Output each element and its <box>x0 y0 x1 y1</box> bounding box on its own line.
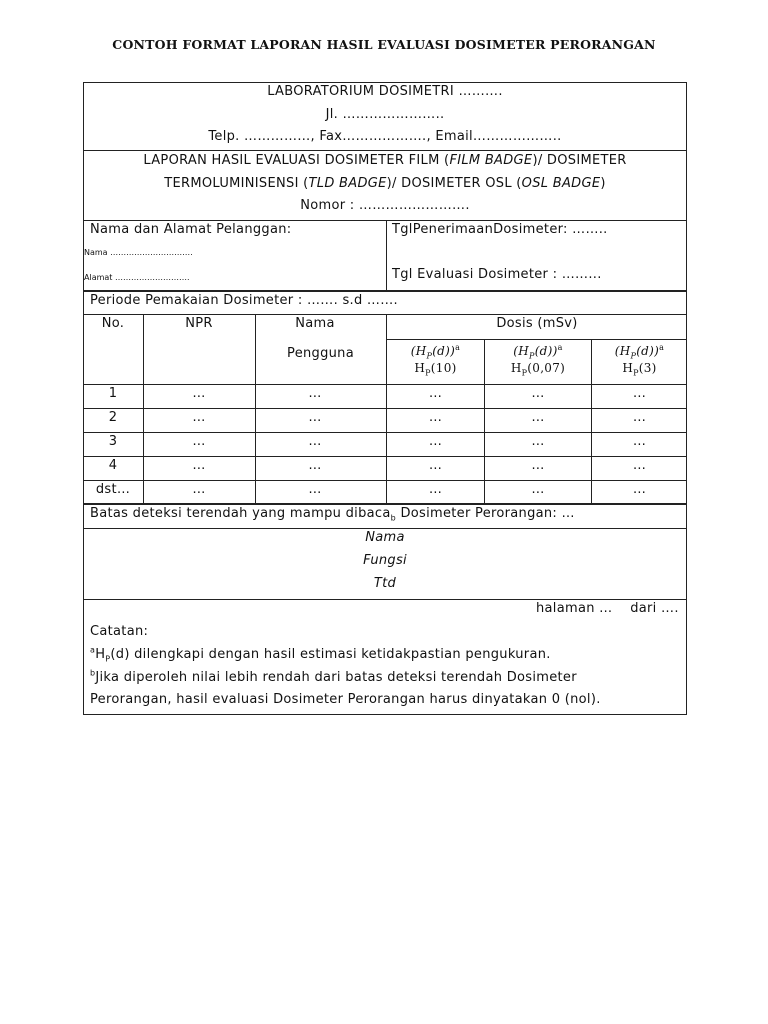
row-hp007: … <box>531 410 545 425</box>
notes-label: Catatan: <box>90 624 149 639</box>
row-no: 4 <box>108 458 118 473</box>
divider <box>386 220 387 290</box>
header-user: Pengguna <box>287 346 354 361</box>
divider <box>143 314 144 503</box>
header-hp3: $(H_P(d))^a$ $H_P(3)$ <box>614 343 665 378</box>
row-hp10: … <box>428 458 443 473</box>
row-hp10: … <box>428 386 443 401</box>
evaluation-date: Tgl Evaluasi Dosimeter : ……... <box>392 267 602 282</box>
customer-address-line: Alamat ………………………. <box>84 273 190 282</box>
header-hp10: $(H_P(d))^a$ $H_P(10)$ <box>410 343 461 378</box>
lab-contact: Telp. ……………, Fax………………., Email……………….. <box>208 129 562 144</box>
divider <box>83 408 687 409</box>
note-a: $^aH_P(d)$ dilengkapi dengan hasil estimasi ketidakpastian pengukuran. <box>90 645 551 664</box>
row-hp3: … <box>632 410 647 425</box>
received-date: TglPenerimaanDosimeter: …….. <box>392 222 608 237</box>
row-hp007: … <box>531 482 545 497</box>
note-b-line2: Perorangan, hasil evaluasi Dosimeter Perorangan harus dinyatakan 0 (nol). <box>90 692 601 707</box>
signatory-function: Fungsi <box>363 553 407 568</box>
row-name: … <box>308 410 322 425</box>
row-hp10: … <box>428 410 443 425</box>
divider <box>83 384 687 385</box>
row-hp3: … <box>632 482 647 497</box>
document-title: CONTOH FORMAT LAPORAN HASIL EVALUASI DOSIMETER PERORANGAN <box>112 37 656 52</box>
divider <box>83 432 687 433</box>
signature: Ttd <box>373 576 397 591</box>
row-name: … <box>308 434 322 449</box>
divider <box>83 290 687 292</box>
row-hp10: … <box>428 482 443 497</box>
divider <box>83 503 687 505</box>
divider <box>83 599 687 600</box>
divider <box>83 528 687 529</box>
header-no: No. <box>101 316 125 331</box>
divider <box>83 456 687 457</box>
header-dose: Dosis (mSv) <box>496 316 578 331</box>
row-hp007: … <box>531 386 545 401</box>
detection-limit: Batas deteksi terendah yang mampu dibaca$_b$ Dosimeter Perorangan: … <box>90 506 575 523</box>
report-title-line2: TERMOLUMINISENSI (TLD BADGE)/ DOSIMETER OSL (OSL BADGE) <box>164 176 606 191</box>
divider <box>83 220 687 221</box>
row-hp007: … <box>531 458 545 473</box>
row-name: … <box>308 386 322 401</box>
customer-name-line: Nama …………………………. <box>84 248 193 257</box>
row-hp10: … <box>428 434 443 449</box>
row-no: dst… <box>95 482 131 497</box>
report-number: Nomor : ……………………. <box>300 198 470 213</box>
page-number: halaman … dari …. <box>536 601 679 616</box>
lab-address: Jl. ………………….. <box>325 107 445 122</box>
header-name: Nama <box>295 316 335 331</box>
row-no: 1 <box>108 386 118 401</box>
note-b-line1: $^b$Jika diperoleh nilai lebih rendah dari batas deteksi terendah Dosimeter <box>90 668 577 685</box>
row-npr: … <box>192 458 206 473</box>
customer-label: Nama dan Alamat Pelanggan: <box>90 222 292 237</box>
divider <box>83 150 687 151</box>
header-npr: NPR <box>185 316 213 331</box>
row-hp3: … <box>632 458 647 473</box>
row-no: 2 <box>108 410 118 425</box>
divider <box>255 314 256 503</box>
row-npr: … <box>192 386 206 401</box>
row-name: … <box>308 458 322 473</box>
divider <box>83 314 687 315</box>
row-npr: … <box>192 410 206 425</box>
header-hp007: $(H_P(d))^a$ $H_P(0,07)$ <box>510 343 566 378</box>
lab-name: LABORATORIUM DOSIMETRI ………. <box>267 84 503 99</box>
row-hp007: … <box>531 434 545 449</box>
usage-period: Periode Pemakaian Dosimeter : ……. s.d ……. <box>90 293 398 308</box>
report-title-line1: LAPORAN HASIL EVALUASI DOSIMETER FILM (FILM BADGE)/ DOSIMETER <box>143 153 627 168</box>
row-no: 3 <box>108 434 118 449</box>
row-hp3: … <box>632 386 647 401</box>
divider <box>387 339 687 340</box>
divider <box>83 480 687 481</box>
row-hp3: … <box>632 434 647 449</box>
row-npr: … <box>192 434 206 449</box>
row-npr: … <box>192 482 206 497</box>
row-name: … <box>308 482 322 497</box>
signatory-name: Nama <box>365 530 405 545</box>
